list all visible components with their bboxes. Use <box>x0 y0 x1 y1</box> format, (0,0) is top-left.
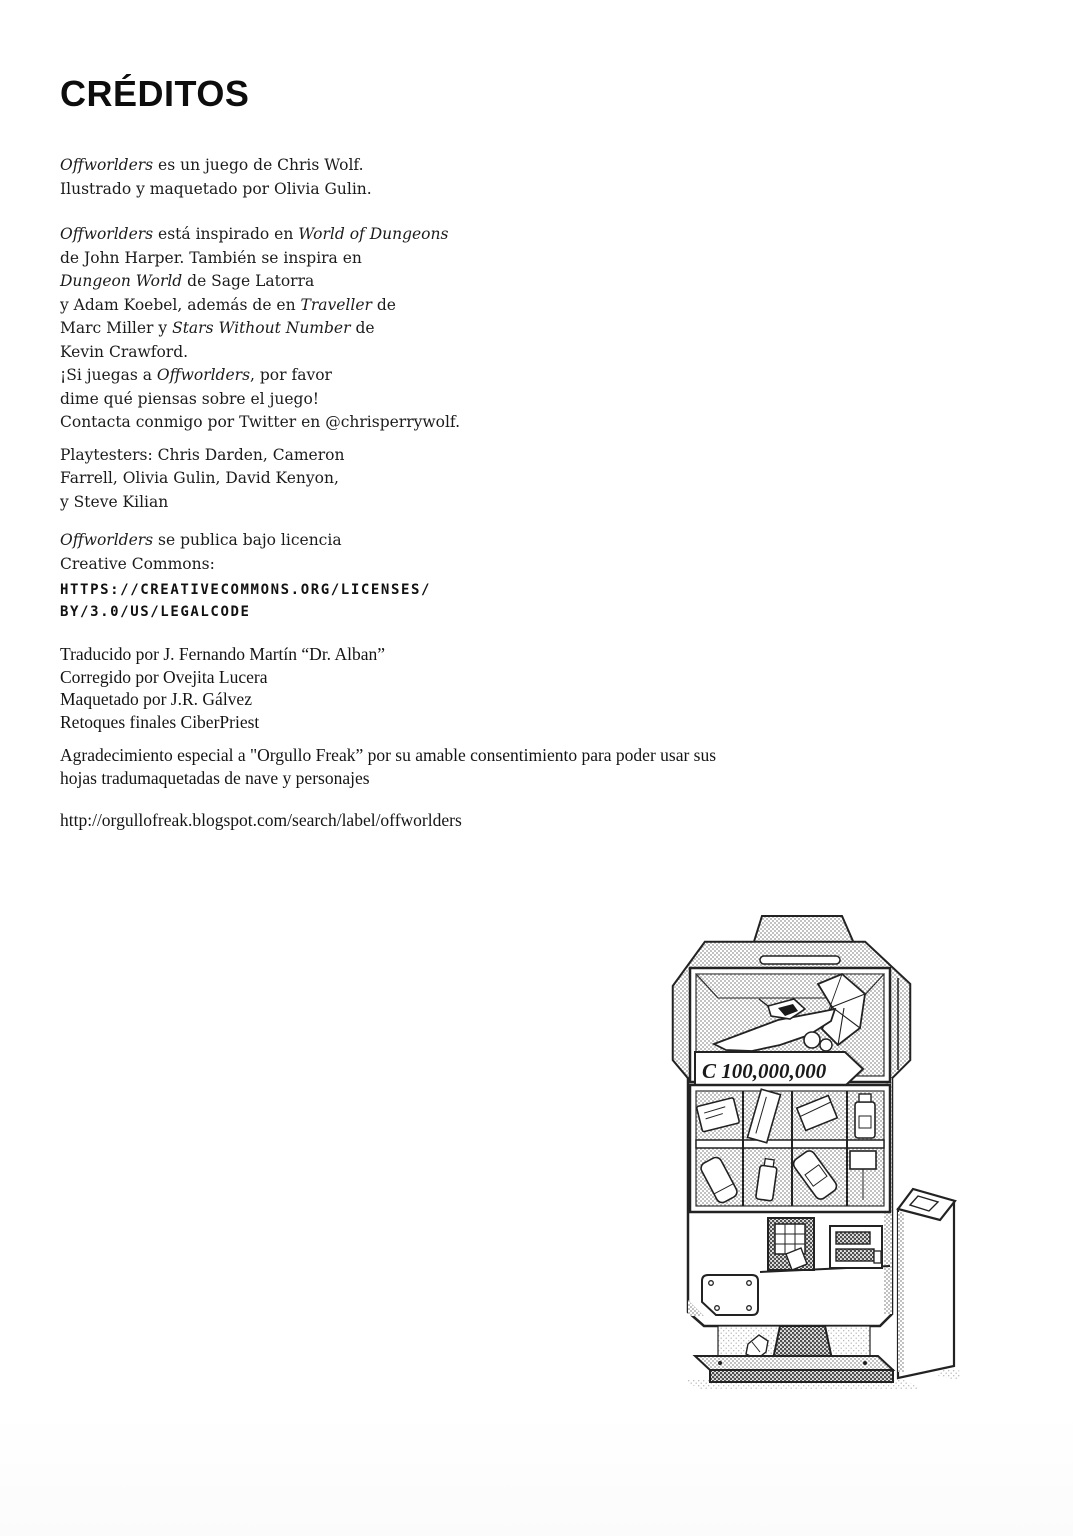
text-line: Offworlders está inspirado en World of Dungeons <box>60 225 449 243</box>
text-line: HTTPS://CREATIVECOMMONS.ORG/LICENSES/ <box>60 582 432 598</box>
text-line: y Steve Kilian <box>60 492 169 511</box>
keypad <box>768 1218 814 1270</box>
text-line: Contacta conmigo por Twitter en @chrisperrywolf. <box>60 413 461 431</box>
text-line: Marc Miller y Stars Without Number de <box>60 319 375 337</box>
text-line: BY/3.0/US/LEGALCODE <box>60 604 251 620</box>
license-paragraph <box>60 529 780 576</box>
license-url-link[interactable] <box>60 579 780 623</box>
text-line: Corregido por Ovejita Lucera <box>60 666 268 687</box>
text-line: ¡Si juegas a Offworlders, por favor <box>60 366 332 384</box>
text-line: y Adam Koebel, además de en Traveller de <box>60 295 396 314</box>
text-line: Offworlders se publica bajo licencia <box>60 531 342 549</box>
display-window <box>690 968 890 1086</box>
maintenance-plate <box>702 1275 758 1315</box>
vending-machine-illustration <box>660 912 960 1392</box>
text-line: Playtesters: Chris Darden, Cameron <box>60 445 345 464</box>
page-title: CRÉDITOS <box>60 73 250 114</box>
text-line: de John Harper. También se inspira en <box>60 248 362 267</box>
text-line: Traducido por J. Fernando Martín “Dr. Alban” <box>60 644 385 664</box>
translation-paragraph <box>60 643 780 733</box>
card-reader <box>830 1226 882 1268</box>
text-line: Ilustrado y maquetado por Olivia Gulin. <box>60 179 372 198</box>
credits-text-column <box>60 0 780 832</box>
text-line: Maquetado por J.R. Gálvez <box>60 689 252 709</box>
inspiration-paragraph <box>60 223 780 435</box>
text-line: Retoques finales CiberPriest <box>60 711 260 732</box>
text-line: Kevin Crawford. <box>60 342 189 361</box>
price-tag-text: C 100,000,000 <box>702 1059 827 1083</box>
text-line: dime qué piensas sobre el juego! <box>60 389 320 408</box>
text-line: Dungeon World de Sage Latorra <box>60 272 315 290</box>
blog-url-link[interactable]: http://orgullofreak.blogspot.com/search/label/offworlders <box>60 810 462 830</box>
text-line: hojas tradumaquetadas de nave y personajes <box>60 767 370 788</box>
intro-paragraph <box>60 154 780 201</box>
price-banner <box>695 1052 863 1086</box>
playtesters-paragraph <box>60 444 780 515</box>
text-line: Farrell, Olivia Gulin, David Kenyon, <box>60 469 339 487</box>
product-shelves <box>690 1085 890 1212</box>
text-line: Offworlders es un juego de Chris Wolf. <box>60 156 364 174</box>
text-line: Agradecimiento especial a "Orgullo Freak” por su amable consentimiento para poder usar sus <box>60 745 717 765</box>
thanks-paragraph <box>60 744 780 789</box>
side-pedestal <box>898 1189 955 1378</box>
text-line: Creative Commons: <box>60 554 215 573</box>
machine-base <box>695 1326 893 1382</box>
